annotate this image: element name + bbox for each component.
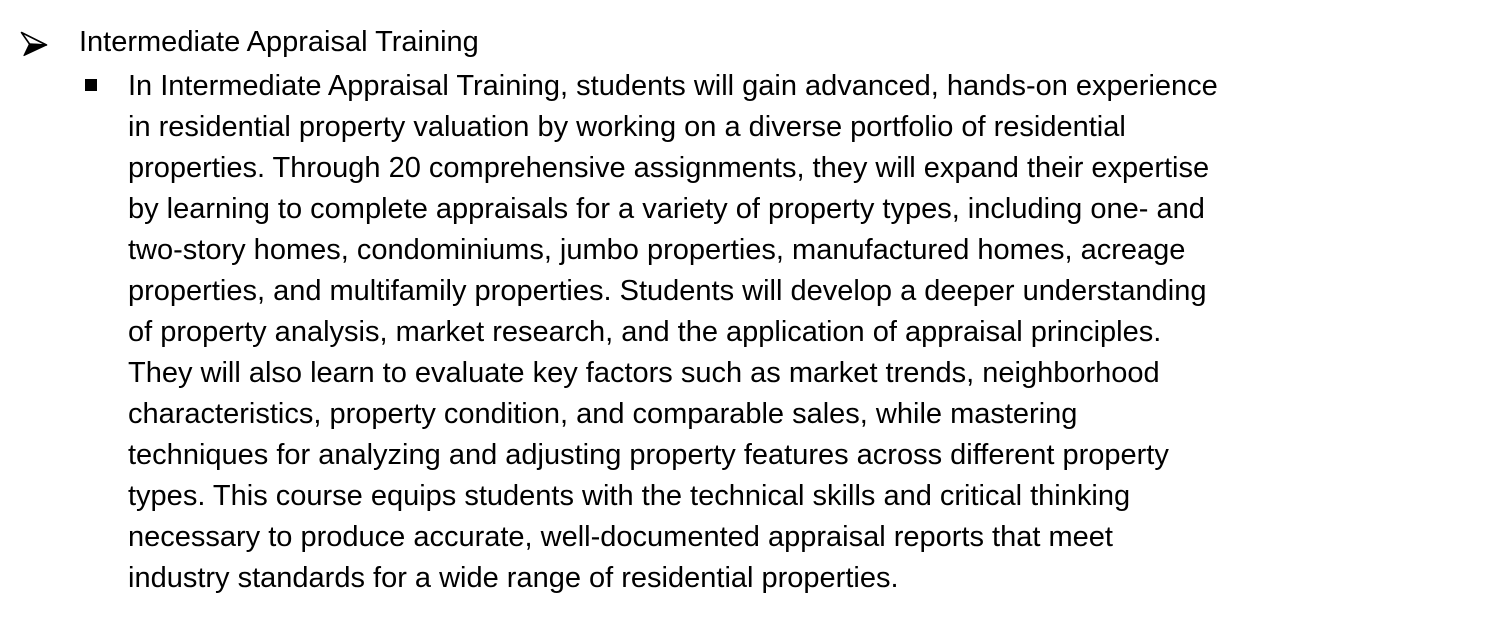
list-title: Intermediate Appraisal Training [79,26,479,58]
paragraph-line: necessary to produce accurate, well-documented appraisal reports that meet [128,521,1113,553]
paragraph-line: In Intermediate Appraisal Training, students will gain advanced, hands-on experience [128,70,1218,102]
paragraph-line: by learning to complete appraisals for a variety of property types, including one- and [128,193,1205,225]
paragraph-line: in residential property valuation by working on a diverse portfolio of residential [128,111,1126,143]
paragraph-line: properties, and multifamily properties. Students will develop a deeper understanding [128,275,1207,307]
paragraph-line: characteristics, property condition, and comparable sales, while mastering [128,398,1078,430]
paragraph [128,66,1218,599]
paragraph-line: types. This course equips students with the technical skills and critical thinking [128,480,1131,512]
arrowhead-bullet-icon [20,31,48,57]
paragraph-line: two-story homes, condominiums, jumbo properties, manufactured homes, acreage [128,234,1186,266]
paragraph-line: industry standards for a wide range of residential properties. [128,562,899,594]
paragraph-line: techniques for analyzing and adjusting property features across different property [128,439,1169,471]
paragraph-line: of property analysis, market research, and the application of appraisal principles. [128,316,1162,348]
paragraph-line: properties. Through 20 comprehensive assignments, they will expand their expertise [128,152,1210,184]
square-bullet-icon [85,79,97,91]
paragraph-line: They will also learn to evaluate key factors such as market trends, neighborhood [128,357,1160,389]
